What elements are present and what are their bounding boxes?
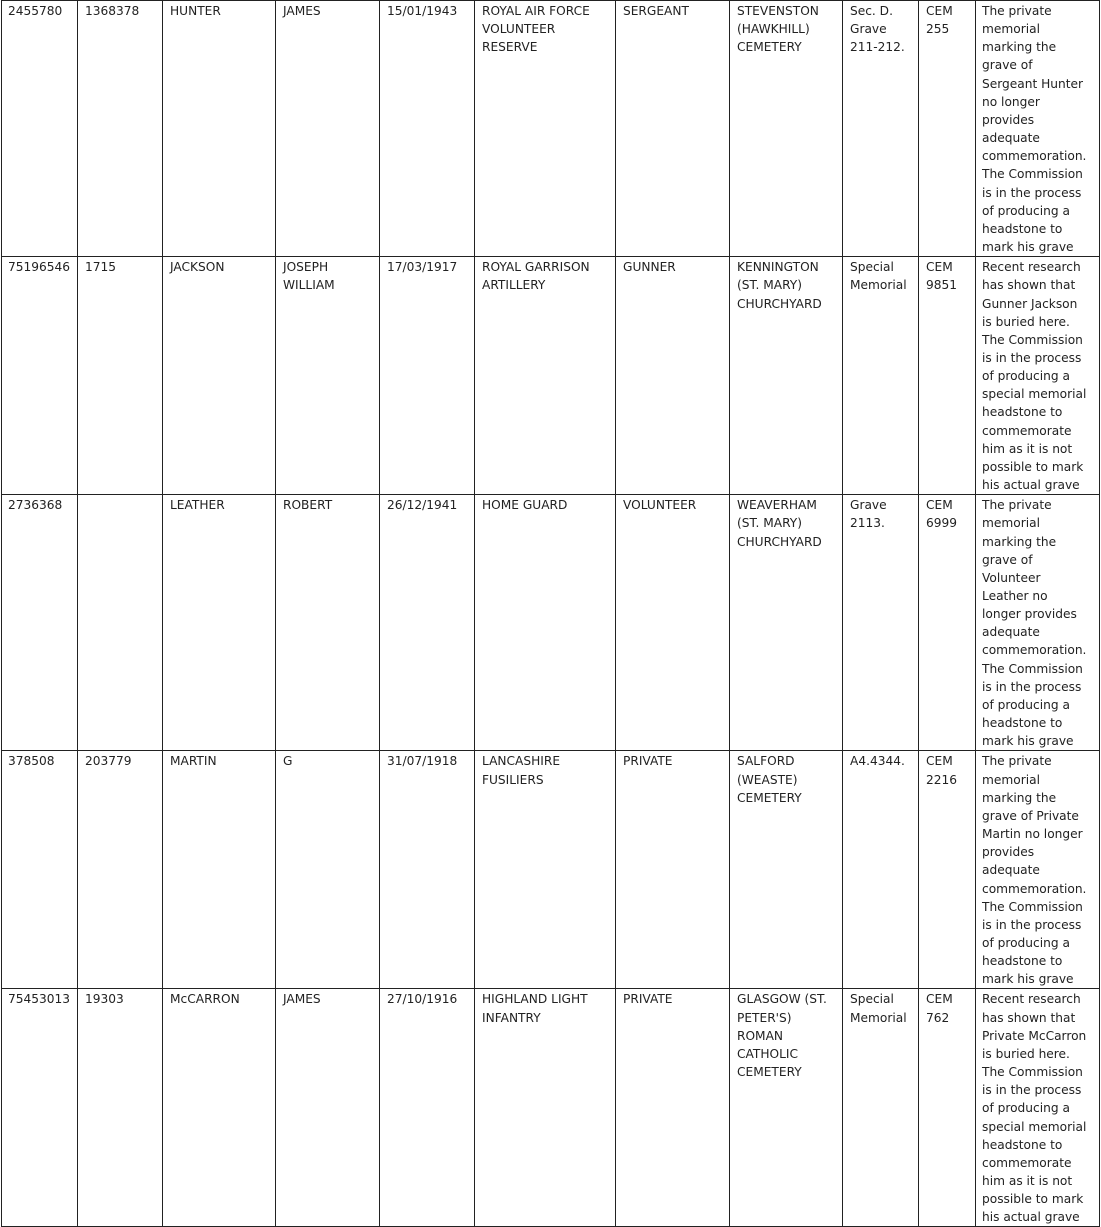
grave-reference-cell: A4.4344. <box>843 751 919 989</box>
cem-reference-cell: CEM 6999 <box>919 495 976 751</box>
regiment-cell: HIGHLAND LIGHT INFANTRY <box>475 989 616 1227</box>
grave-reference-cell: Grave 2113. <box>843 495 919 751</box>
cem-reference-cell: CEM 762 <box>919 989 976 1227</box>
casualty-id-cell: 75196546 <box>2 257 78 495</box>
rank-cell: GUNNER <box>616 257 730 495</box>
forename-cell: G <box>276 751 380 989</box>
notes-cell: The private memorial marking the grave of Private Martin no longer provides adequate commemoration. The Commission is in the process of producing a headstone to mark his grave <box>976 751 1100 989</box>
grave-reference-cell: Special Memorial <box>843 257 919 495</box>
date-of-death-cell: 27/10/1916 <box>380 989 475 1227</box>
forename-cell: JAMES <box>276 989 380 1227</box>
table-row <box>2 257 1100 495</box>
rank-cell: SERGEANT <box>616 1 730 257</box>
grave-reference-cell: Sec. D. Grave 211-212. <box>843 1 919 257</box>
service-number-cell: 203779 <box>78 751 163 989</box>
service-number-cell <box>78 495 163 751</box>
rank-cell: VOLUNTEER <box>616 495 730 751</box>
cemetery-cell: WEAVERHAM (ST. MARY) CHURCHYARD <box>730 495 843 751</box>
cemetery-cell: SALFORD (WEASTE) CEMETERY <box>730 751 843 989</box>
surname-cell: JACKSON <box>163 257 276 495</box>
forename-cell: ROBERT <box>276 495 380 751</box>
regiment-cell: ROYAL AIR FORCE VOLUNTEER RESERVE <box>475 1 616 257</box>
date-of-death-cell: 17/03/1917 <box>380 257 475 495</box>
cem-reference-cell: CEM 2216 <box>919 751 976 989</box>
table-row <box>2 989 1100 1227</box>
casualty-id-cell: 75453013 <box>2 989 78 1227</box>
rank-cell: PRIVATE <box>616 751 730 989</box>
surname-cell: MARTIN <box>163 751 276 989</box>
surname-cell: HUNTER <box>163 1 276 257</box>
surname-cell: McCARRON <box>163 989 276 1227</box>
date-of-death-cell: 15/01/1943 <box>380 1 475 257</box>
cem-reference-cell: CEM 255 <box>919 1 976 257</box>
cem-reference-cell: CEM 9851 <box>919 257 976 495</box>
cemetery-cell: GLASGOW (ST. PETER'S) ROMAN CATHOLIC CEMETERY <box>730 989 843 1227</box>
service-number-cell: 1368378 <box>78 1 163 257</box>
notes-cell: The private memorial marking the grave of Volunteer Leather no longer provides adequate commemoration. The Commission is in the process of producing a headstone to mark his grave <box>976 495 1100 751</box>
regiment-cell: HOME GUARD <box>475 495 616 751</box>
table-row <box>2 751 1100 989</box>
service-number-cell: 1715 <box>78 257 163 495</box>
regiment-cell: LANCASHIRE FUSILIERS <box>475 751 616 989</box>
casualty-id-cell: 2455780 <box>2 1 78 257</box>
notes-cell: The private memorial marking the grave of Sergeant Hunter no longer provides adequate commemoration. The Commission is in the process of producing a headstone to mark his grave <box>976 1 1100 257</box>
forename-cell: JOSEPH WILLIAM <box>276 257 380 495</box>
grave-reference-cell: Special Memorial <box>843 989 919 1227</box>
service-number-cell: 19303 <box>78 989 163 1227</box>
surname-cell: LEATHER <box>163 495 276 751</box>
notes-cell: Recent research has shown that Gunner Jackson is buried here. The Commission is in the process of producing a special memorial headstone to commemorate him as it is not possible to mark his actual grave <box>976 257 1100 495</box>
rank-cell: PRIVATE <box>616 989 730 1227</box>
table-row <box>2 495 1100 751</box>
cemetery-cell: STEVENSTON (HAWKHILL) CEMETERY <box>730 1 843 257</box>
casualty-records-table <box>1 0 1100 1227</box>
forename-cell: JAMES <box>276 1 380 257</box>
casualty-id-cell: 2736368 <box>2 495 78 751</box>
table-row <box>2 1 1100 257</box>
date-of-death-cell: 26/12/1941 <box>380 495 475 751</box>
notes-cell: Recent research has shown that Private McCarron is buried here. The Commission is in the process of producing a special memorial headstone to commemorate him as it is not possible to mark his actual grave <box>976 989 1100 1227</box>
date-of-death-cell: 31/07/1918 <box>380 751 475 989</box>
regiment-cell: ROYAL GARRISON ARTILLERY <box>475 257 616 495</box>
cemetery-cell: KENNINGTON (ST. MARY) CHURCHYARD <box>730 257 843 495</box>
casualty-id-cell: 378508 <box>2 751 78 989</box>
